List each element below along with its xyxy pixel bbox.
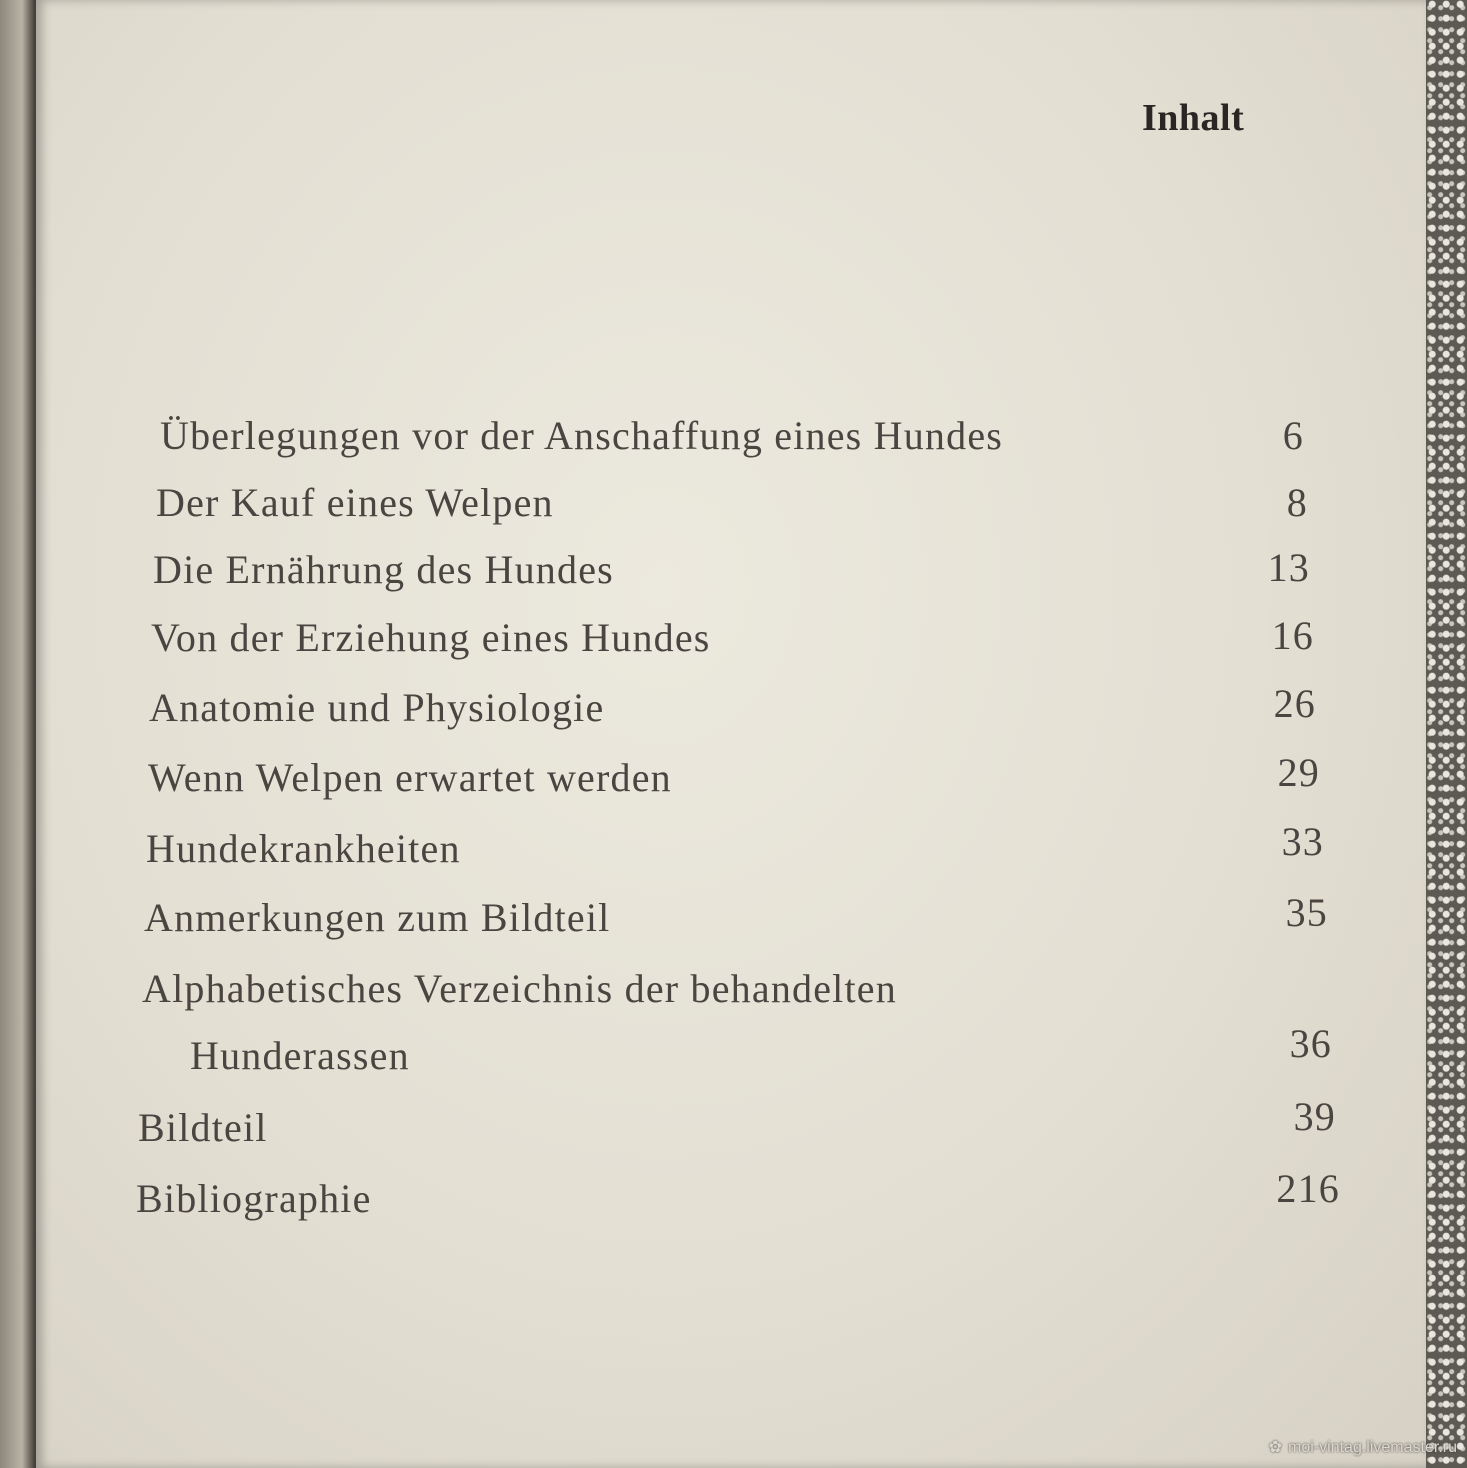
toc-entry-page: 26 xyxy=(1273,681,1316,726)
toc-entry-page: 216 xyxy=(1276,1166,1340,1211)
gear-flower-icon: ✿ xyxy=(1268,1439,1283,1456)
toc-entry-page: 29 xyxy=(1277,750,1320,795)
book-page xyxy=(36,0,1426,1468)
book-spine-edge xyxy=(0,0,40,1468)
toc-entry-title: Die Ernährung des Hundes xyxy=(153,547,614,592)
toc-entry-title: Hundekrankheiten xyxy=(146,826,461,871)
toc-entry-title: Bildteil xyxy=(138,1105,268,1150)
toc-entry-page: 33 xyxy=(1281,819,1324,864)
watermark-text: moi-vintag.livemaster.ru xyxy=(1288,1439,1457,1456)
toc-entry-title: Der Kauf eines Welpen xyxy=(156,480,554,525)
toc-entry-title-continued: Hunderassen xyxy=(190,1033,410,1078)
toc-entry-title: Überlegungen vor der Anschaffung eines Hundes xyxy=(160,413,1004,458)
toc-entry-page: 16 xyxy=(1271,613,1314,658)
toc-entry-page: 36 xyxy=(1289,1021,1332,1066)
toc-entry-page: 13 xyxy=(1267,545,1310,590)
toc-entry-title: Anatomie und Physiologie xyxy=(149,685,605,730)
toc-entry-page: 6 xyxy=(1282,413,1304,458)
toc-entry-title: Alphabetisches Verzeichnis der behandelten xyxy=(142,966,897,1011)
toc-entry-page: 35 xyxy=(1285,890,1328,935)
page-title: Inhalt xyxy=(1142,97,1245,139)
toc-entry-title: Von der Erziehung eines Hundes xyxy=(151,615,711,660)
watermark xyxy=(1269,1437,1457,1457)
toc-entry-page: 8 xyxy=(1286,480,1308,525)
toc-entry-title: Bibliographie xyxy=(136,1176,372,1221)
toc-entry-page: 39 xyxy=(1293,1094,1336,1139)
toc-entry-title: Anmerkungen zum Bildteil xyxy=(144,895,611,940)
toc-entry-title: Wenn Welpen erwartet werden xyxy=(148,755,672,800)
